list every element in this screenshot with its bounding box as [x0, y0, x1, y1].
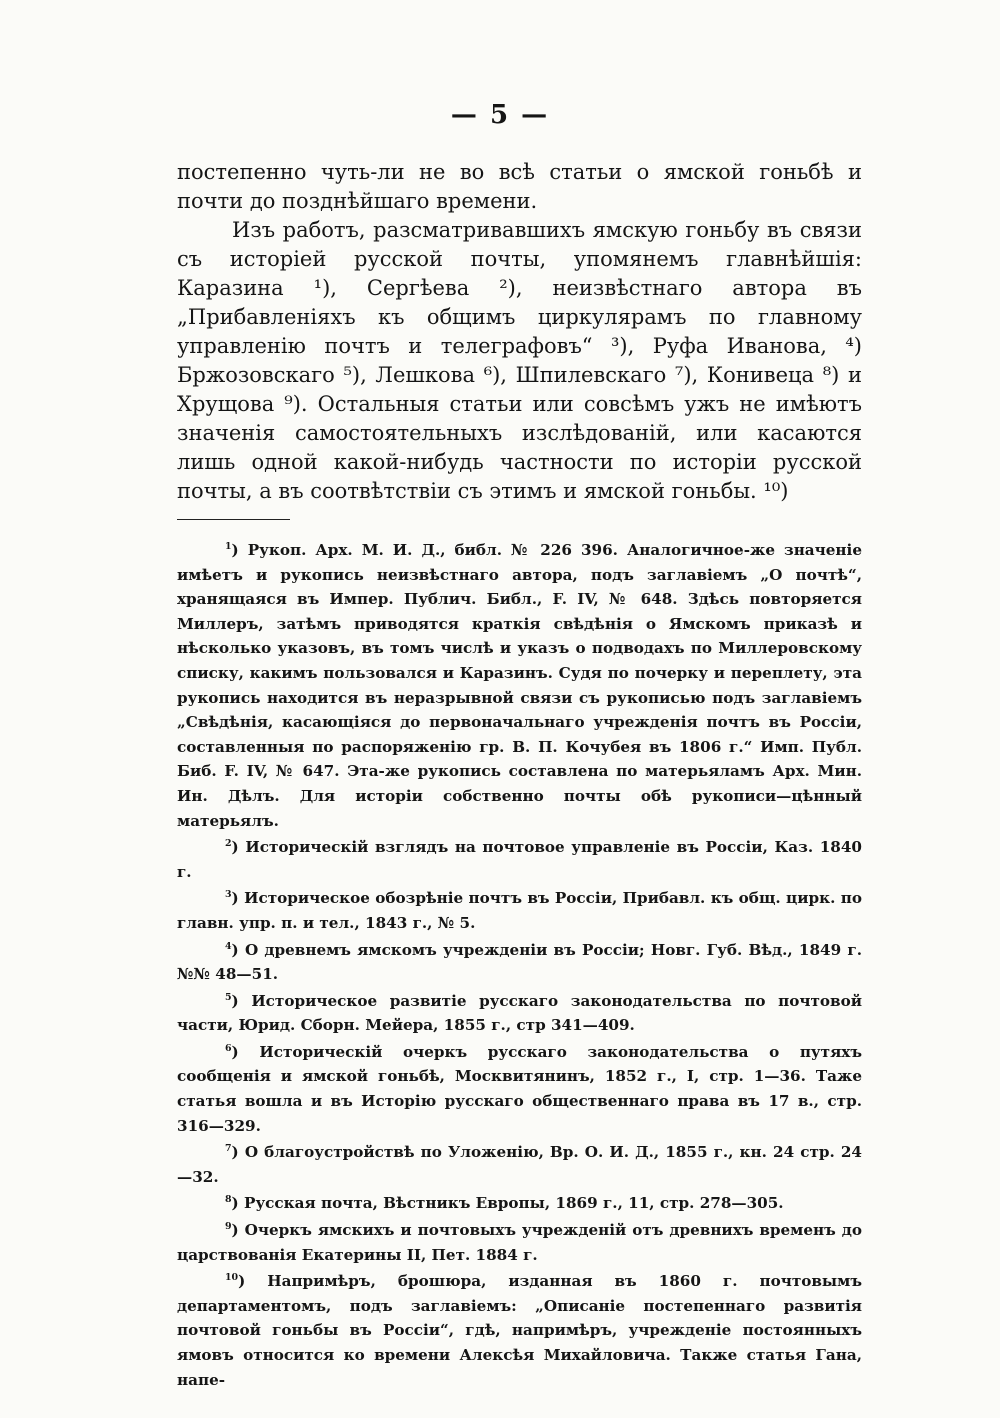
footnote-2: $^2$) Историческій взглядъ на почтовое управленіе въ Россіи, Каз. 1840 г.	[177, 838, 862, 881]
footnote-8: $^8$) Русская почта, Вѣстникъ Европы, 1869 г., 11, стр. 278—305.	[225, 1194, 784, 1213]
footnote-mark: 5	[225, 991, 232, 1003]
footnote-9: $^9$) Очеркъ ямскихъ и почтовыхъ учрежденій отъ древнихъ временъ до царствованія Екатерины II, Пет. 1884 г.	[177, 1220, 862, 1264]
footnote-mark: 9	[225, 1220, 232, 1232]
footnote-text: Историческій очеркъ русскаго законодательства о путяхъ сообщенія и ямской гоньбѣ, Москвитянинъ, 1852 г., I, стр. 1—36. Таже статья вошла и въ Исторію русскаго общественнаго права въ 17 в., стр. 316—329.	[177, 1042, 862, 1135]
footnote-mark: 8	[225, 1194, 232, 1206]
footnote-mark: 10	[225, 1272, 239, 1284]
footnote-text: О древнемъ ямскомъ учрежденіи въ Россіи; Новг. Губ. Вѣд., 1849 г. №№ 48—51.	[177, 940, 862, 984]
footnote-mark: 6	[225, 1042, 232, 1054]
footnote-mark: 3	[225, 889, 232, 901]
footnote-text: Историческій взглядъ на почтовое управленіе въ Россіи, Каз. 1840 г.	[177, 838, 862, 881]
footnote-3: $^3$) Историческое обозрѣніе почтъ въ Россіи, Прибавл. къ общ. цирк. по главн. упр. п. и тел., 1843 г., № 5.	[177, 889, 862, 932]
footnote-text: Историческое развитіе русскаго законодательства по почтовой части, Юрид. Сборн. Мейера, 1855 г., стр 341—409.	[177, 991, 862, 1035]
footnote-1: $^1$) Рукоп. Арх. М. И. Д., библ. № 226 396. Аналогичное-же значеніе имѣетъ и рукопись неизвѣстнаго автора, подъ заглавіемъ „О почтѣ“, хранящаяся въ Импер. Публич. Библ., F. IV, № 648. Здѣсь повторяется Миллеръ, затѣмъ приводятся краткія свѣдѣнія о Ямскомъ приказѣ и нѣсколько указовъ, въ томъ числѣ и указъ о подводахъ по Миллеровскому списку, какимъ пользовался и Каразинъ. Судя по почерку и переплету, эта рукопись находится въ неразрывной связи съ рукописью подъ заглавіемъ „Свѣдѣнія, касающіяся до первоначальнаго учрежденія почтъ въ Россіи, составленныя по распоряженію гр. В. П. Кочубея въ 1806 г.“ Имп. Публ. Биб. F. IV, № 647. Эта-же рукопись составлена по матерьяламъ Арх. Мин. Ин. Дѣлъ. Для исторіи собственно почты обѣ рукописи—цѣнный матерьялъ.	[177, 540, 862, 830]
footnote-mark: 7	[225, 1143, 232, 1155]
paragraph-continuation: постепенно чуть-ли не во всѣ статьи о ямской гоньбѣ и почти до позднѣйшаго времени.	[177, 160, 862, 213]
main-text	[177, 158, 862, 506]
footnote-separator	[177, 519, 290, 520]
footnote-mark: 4	[225, 940, 232, 952]
footnote-text: Очеркъ ямскихъ и почтовыхъ учрежденій отъ древнихъ временъ до царствованія Екатерины II, Пет. 1884 г.	[177, 1221, 862, 1264]
footnote-mark: 1	[225, 540, 232, 552]
paragraph-sources: Изъ работъ, разсматривавшихъ ямскую гоньбу въ связи съ исторіей русской почты, упомянемъ главнѣйшія: Каразина ¹), Сергѣева ²), неизвѣстнаго автора въ „Прибавленіяхъ къ общимъ циркулярамъ по главному управленію почтъ и телеграфовъ“ ³), Руфа Иванова, ⁴) Бржозовскаго ⁵), Лешкова ⁶), Шпилевскаго ⁷), Конивеца ⁸) и Хрущова ⁹). Остальныя статьи или совсѣмъ ужъ не имѣютъ значенія самостоятельныхъ изслѣдованій, или касаются лишь одной какой-нибудь частности по исторіи русской почты, а въ соотвѣтствіи съ этимъ и ямской гоньбы. ¹⁰)	[177, 218, 862, 503]
footnote-text: О благоустройствѣ по Уложенію, Вр. О. И. Д., 1855 г., кн. 24 стр. 24—32.	[177, 1143, 862, 1186]
footnote-6: $^6$) Историческій очеркъ русскаго законодательства о путяхъ сообщенія и ямской гоньбѣ, Москвитянинъ, 1852 г., I, стр. 1—36. Таже статья вошла и въ Исторію русскаго общественнаго права въ 17 в., стр. 316—329.	[177, 1042, 862, 1135]
footnote-text: Историческое обозрѣніе почтъ въ Россіи, Прибавл. къ общ. цирк. по главн. упр. п. и тел., 1843 г., № 5.	[177, 889, 862, 932]
footnote-4: $^4$) О древнемъ ямскомъ учрежденіи въ Россіи; Новг. Губ. Вѣд., 1849 г. №№ 48—51.	[177, 940, 862, 984]
footnote-text: Рукоп. Арх. М. И. Д., библ. № 226 396. Аналогичное-же значеніе имѣетъ и рукопись неизвѣстнаго автора, подъ заглавіемъ „О почтѣ“, хранящаяся въ Импер. Публич. Библ., F. IV, № 648. Здѣсь повторяется Миллеръ, затѣмъ приводятся краткія свѣдѣнія о Ямскомъ приказѣ и нѣсколько указовъ, въ томъ числѣ и указъ о подводахъ по Миллеровскому списку, какимъ пользовался и Каразинъ. Судя по почерку и переплету, эта рукопись находится въ неразрывной связи съ рукописью подъ заглавіемъ „Свѣдѣнія, касающіяся до первоначальнаго учрежденія почтъ въ Россіи, составленныя по распоряженію гр. В. П. Кочубея въ 1806 г.“ Имп. Публ. Биб. F. IV, № 647. Эта-же рукопись составлена по матерьяламъ Арх. Мин. Ин. Дѣлъ. Для исторіи собственно почты обѣ рукописи—цѣнный матерьялъ.	[177, 541, 862, 830]
page-number: — 5 —	[450, 100, 550, 130]
footnote-10: $^{10}$) Напримѣръ, брошюра, изданная въ 1860 г. почтовымъ департаментомъ, подъ заглавіемъ: „Описаніе постепеннаго развитія почтовой гоньбы въ Россіи“, гдѣ, напримѣръ, учрежденіе постоянныхъ ямовъ относится ко времени Алексѣя Михайловича. Также статья Гана, напе-	[177, 1272, 862, 1389]
footnote-5: $^5$) Историческое развитіе русскаго законодательства по почтовой части, Юрид. Сборн. Мейера, 1855 г., стр 341—409.	[177, 991, 862, 1035]
footnote-7: $^7$) О благоустройствѣ по Уложенію, Вр. О. И. Д., 1855 г., кн. 24 стр. 24—32.	[177, 1143, 862, 1186]
footnote-text: Напримѣръ, брошюра, изданная въ 1860 г. почтовымъ департаментомъ, подъ заглавіемъ: „Описаніе постепеннаго развитія почтовой гоньбы въ Россіи“, гдѣ, напримѣръ, учрежденіе постоянныхъ ямовъ относится ко времени Алексѣя Михайловича. Также статья Гана, напе-	[177, 1272, 862, 1389]
footnote-mark: 2	[225, 838, 232, 850]
footnotes	[177, 538, 862, 1394]
footnote-text: Русская почта, Вѣстникъ Европы, 1869 г., 11, стр. 278—305.	[244, 1194, 784, 1213]
